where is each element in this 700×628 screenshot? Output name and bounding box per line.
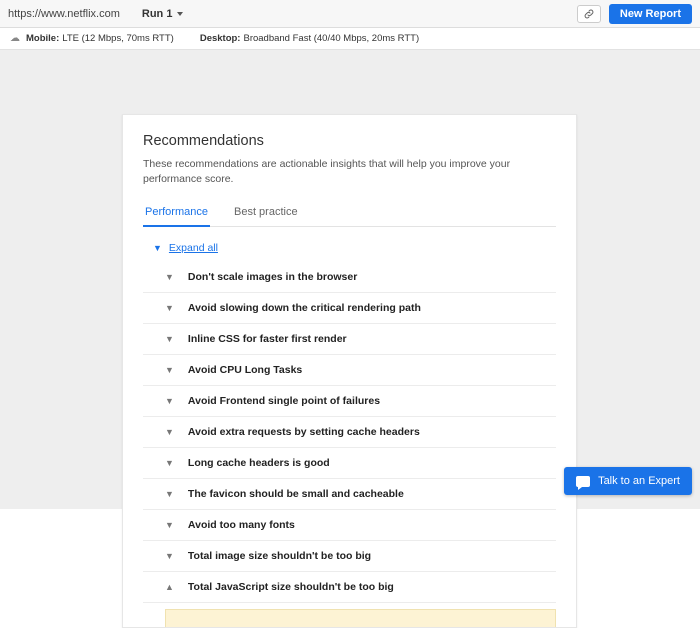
desktop-environment [200,33,419,44]
chevron-up-icon[interactable]: ▲ [165,581,174,592]
list-item-label: Inline CSS for faster first render [187,333,347,346]
top-toolbar [0,0,700,28]
top-toolbar-actions [577,4,692,24]
list-item-expanded[interactable] [143,572,556,603]
list-item-label: Avoid extra requests by setting cache headers [187,426,420,439]
warning-panel [165,609,556,627]
chevron-down-icon: ▼ [153,242,162,253]
cloud-upload-icon: ☁ [10,32,20,44]
talk-to-expert-label: Talk to an Expert [598,475,680,487]
list-item-label: The favicon should be small and cacheable [187,488,404,501]
list-item[interactable] [143,479,556,510]
desktop-label: Desktop: [199,33,241,44]
recommendations-card [122,114,577,628]
copy-link-button[interactable] [577,5,601,23]
list-item-label: Avoid slowing down the critical rendering path [187,302,421,315]
list-item[interactable] [143,293,556,324]
tab-performance[interactable]: Performance [143,202,210,227]
chevron-down-icon[interactable]: ▼ [165,333,174,344]
expand-all-link[interactable]: Expand all [168,242,218,255]
chevron-down-icon[interactable]: ▼ [165,488,174,499]
list-item[interactable] [143,355,556,386]
expand-all-row[interactable] [143,237,556,262]
chevron-down-icon[interactable]: ▼ [165,271,174,282]
list-item-label: Avoid CPU Long Tasks [187,364,303,377]
list-item[interactable] [143,417,556,448]
chevron-down-icon[interactable]: ▼ [165,302,174,313]
list-item[interactable] [143,262,556,293]
list-item[interactable] [143,386,556,417]
chevron-down-icon[interactable]: ▼ [165,519,174,530]
chevron-down-icon[interactable]: ▼ [165,364,174,375]
list-item[interactable] [143,448,556,479]
tab-best-practice[interactable]: Best practice [233,206,298,219]
list-item-label: Avoid Frontend single point of failures [187,395,381,408]
desktop-value: Broadband Fast (40/40 Mbps, 20ms RTT) [243,33,420,44]
page-content [0,50,700,594]
list-item-label: Total image size shouldn't be too big [187,550,372,563]
new-report-button[interactable]: New Report [609,4,692,24]
chevron-down-icon[interactable]: ▼ [165,426,174,437]
mobile-environment [26,33,174,44]
list-item-label: Don't scale images in the browser [187,271,358,284]
chevron-down-icon[interactable]: ▼ [165,550,174,561]
recommendations-list [143,262,556,627]
chat-bubble-icon [576,476,590,487]
report-url: https://www.netflix.com [8,7,120,20]
mobile-label: Mobile: [26,33,60,44]
run-selector-label: Run 1 [141,7,173,20]
list-item-label: Long cache headers is good [187,457,330,470]
list-item[interactable] [143,541,556,572]
list-item-label: Avoid too many fonts [187,519,295,532]
link-icon [583,8,595,20]
page-subtitle: These recommendations are actionable insights that will help you improve your performance score. [143,158,511,185]
chevron-down-icon[interactable]: ▼ [165,457,174,468]
mobile-value: LTE (12 Mbps, 70ms RTT) [62,33,174,44]
list-item[interactable] [143,324,556,355]
list-item-label: Total JavaScript size shouldn't be too big [187,581,394,594]
page-title: Recommendations [143,133,264,149]
chevron-down-icon [177,12,183,16]
talk-to-expert-button[interactable] [564,467,692,495]
tab-bar [143,202,556,227]
list-item[interactable] [143,510,556,541]
chevron-down-icon[interactable]: ▼ [165,395,174,406]
run-selector[interactable] [142,8,184,20]
environment-bar [0,28,700,50]
